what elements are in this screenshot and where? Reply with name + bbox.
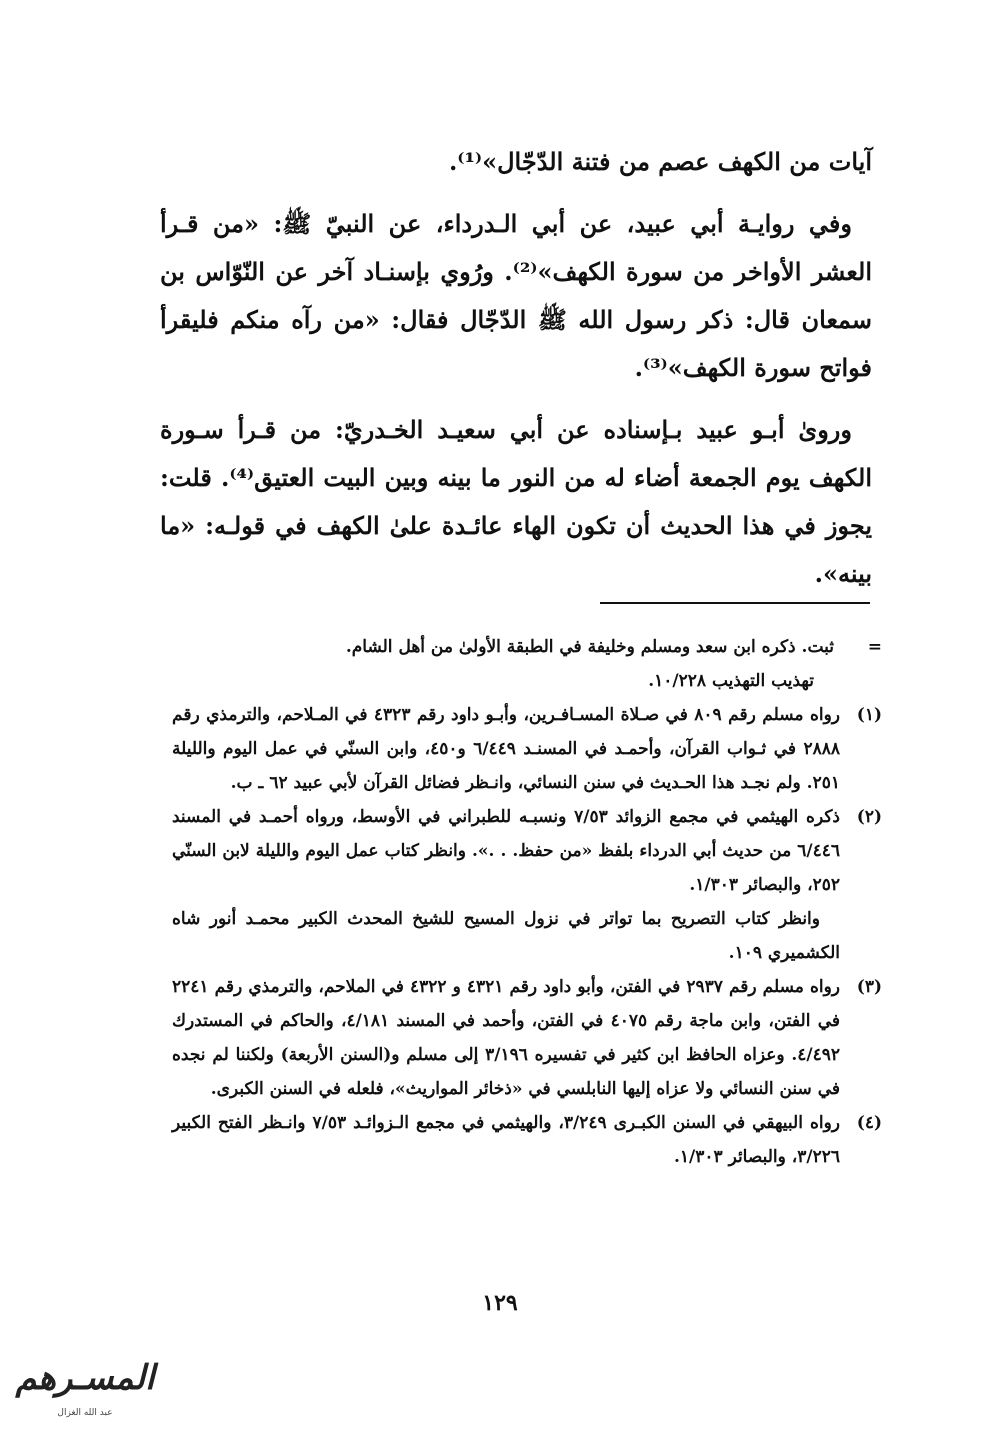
footnote-3 xyxy=(172,970,882,1106)
footnote-text: ذكره الهيثمي في مجمع الزوائد ٧/٥٣ ونسبـه للطبراني في الأوسط، ورواه أحمـد في المسند ٦/٤٤٦ من حديث أبي الدرداء بلفظ «من حفظ. . .». وانظر كتاب عمل اليوم والليلة لابن السنّي ٢٥٢، والبصائر ١/٣٠٣. xyxy=(172,807,840,895)
footnote-number: (٤) xyxy=(856,1113,882,1133)
main-paragraph-1: آيات من الكهف عصم من فتنة الدّجّال»⁽¹⁾. xyxy=(448,147,872,176)
footnote-4 xyxy=(172,1106,882,1174)
continuation-line-1: ثبت. ذكره ابن سعد ومسلم وخليفة في الطبقة الأولىٰ من أهل الشام. xyxy=(345,637,834,657)
footnote-text: رواه مسلم رقم ٨٠٩ في صـلاة المسـافـرين، وأبـو داود رقم ٤٣٢٣ في المـلاحم، والترمذي رقم ٢٨٨٨ في ثـواب القرآن، وأحمـد في المسنـد ٦/٤٤٩ و٤٥٠، وابن السنّي في عمل اليوم والليلة ٢٥١. ولم نجـد هذا الحـديث في سنن النسائي، وانـظر فضائل القرآن لأبي عبيد ٦٢ ـ ب. xyxy=(172,705,840,793)
footnote-1 xyxy=(172,698,882,800)
main-paragraph-3: وروىٰ أبـو عبيد بـإسناده عن أبي سعيـد الخـدريّ: من قـرأ سـورة الكهف يوم الجمعة أضاء له من النور ما بينه وبين البيت العتيق⁽⁴⁾. قلت: يجوز في هذا الحديث أن تكون الهاء عائـدة علىٰ الكهف في قولـه: «ما بينه». xyxy=(160,415,872,588)
footnote-number: (٣) xyxy=(856,977,882,997)
footnote-text: رواه مسلم رقم ٢٩٣٧ في الفتن، وأبو داود رقم ٤٣٢١ و ٤٣٢٢ في الملاحم، والترمذي رقم ٢٢٤١ في الفتن، وابن ماجة رقم ٤٠٧٥ في الفتن، وأحمد في المسند ٤/١٨١، والحاكم في المستدرك ٤/٤٩٢. وعزاه الحافظ ابن كثير في تفسيره ٣/١٩٦ إلى مسلم و(السنن الأربعة) ولكننا لم نجده في سنن النسائي ولا عزاه إليها النابلسي في «ذخائر المواريث»، فلعله في السنن الكبرى. xyxy=(172,977,840,1099)
logo-script: المسـرهم xyxy=(15,1358,155,1398)
continuation-marker: = xyxy=(867,637,882,657)
footnote-separator xyxy=(600,602,870,604)
main-text xyxy=(160,138,872,612)
logo-caption: عبد الله الغزال xyxy=(57,1408,113,1418)
footnote-continuation xyxy=(172,630,882,698)
footnotes xyxy=(172,630,882,1174)
footnote-number: (٢) xyxy=(856,807,882,827)
publisher-logo xyxy=(10,1350,160,1430)
footnote-text: وانظر كتاب التصريح بما تواتر في نزول المسيح للشيخ المحدث الكبير محمـد أنور شاه الكشميري ١٠٩. xyxy=(172,909,840,963)
continuation-line-2: تهذيب التهذيب ١٠/٢٢٨. xyxy=(648,671,814,691)
footnote-text: رواه البيهقي في السنن الكبـرى ٣/٢٤٩، والهيثمي في مجمع الـزوائـد ٧/٥٣ وانـظر الفتح الكبير ٣/٢٢٦، والبصائر ١/٣٠٣. xyxy=(172,1113,841,1167)
footnote-2 xyxy=(172,800,882,970)
page-number: ١٢٩ xyxy=(482,1290,518,1316)
footnote-number: (١) xyxy=(856,705,882,725)
main-paragraph-2: وفي روايـة أبي عبيد، عن أبي الـدرداء، عن النبيّ ﷺ: «من قـرأ العشر الأواخر من سورة الكهف»⁽²⁾. ورُوي بإسنـاد آخر عن النّوّاس بن سمعان قال: ذكر رسول الله ﷺ الدّجّال فقال: «من رآه منكم فليقرأ فواتح سورة الكهف»⁽³⁾. xyxy=(160,209,873,382)
